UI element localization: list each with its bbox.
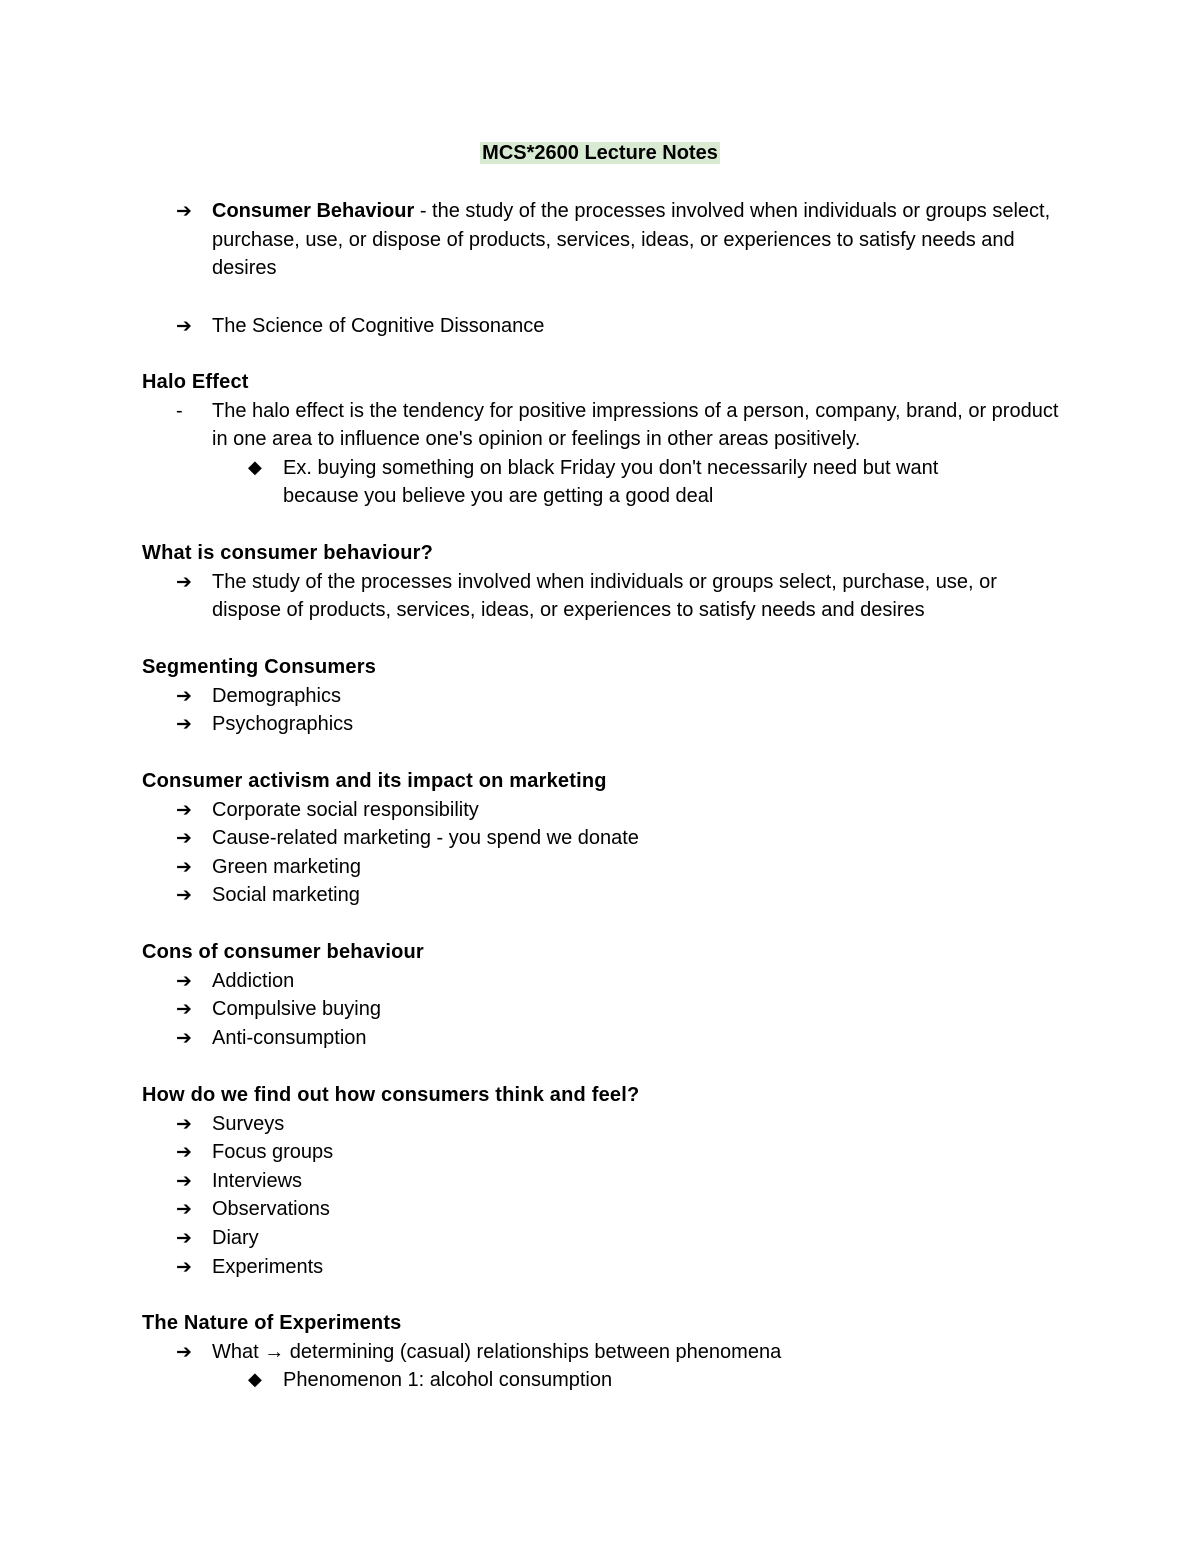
list-item-phenomenon-1: ◆ Phenomenon 1: alcohol consumption — [0, 1366, 1003, 1395]
arrow-bullet-icon: ➔ — [176, 713, 192, 736]
list-item: ➔ Compulsive buying — [0, 995, 1062, 1024]
arrow-bullet-icon: ➔ — [176, 1141, 192, 1164]
list-item: ➔ Focus groups — [0, 1138, 1062, 1167]
list-item-halo-text: - The halo effect is the tendency for positive impressions of a person, company, brand, or product in one area to influence one's opinion or feelings in other areas positively. — [0, 397, 1062, 454]
term-consumer-behaviour: Consumer Behaviour — [212, 200, 415, 222]
list-item-what: ➔ What → determining (casual) relationships between phenomena — [0, 1338, 1062, 1367]
arrow-bullet-icon: ➔ — [176, 855, 192, 878]
section-heading: What is consumer behaviour? — [142, 542, 434, 564]
what-is-section — [0, 539, 1200, 625]
arrow-bullet-icon: ➔ — [176, 998, 192, 1021]
list-item-what-is: ➔ The study of the processes involved when individuals or groups select, purchase, use, or dispose of products, services, ideas, or experiences to satisfy needs and desires — [0, 568, 1062, 625]
arrow-bullet-icon: ➔ — [176, 315, 192, 337]
list-item: ➔ Addiction — [0, 967, 1062, 996]
list-item-halo-example: ◆ Ex. buying something on black Friday you don't necessarily need but want because you believe you are getting a good deal — [0, 454, 1003, 511]
list-item: ➔ Social marketing — [0, 881, 1062, 910]
list-item: ➔ Corporate social responsibility — [0, 796, 1062, 825]
arrow-bullet-icon: ➔ — [176, 570, 192, 593]
arrow-bullet-icon: ➔ — [176, 1226, 192, 1249]
diamond-bullet-icon: ◆ — [248, 456, 262, 478]
list-item: ➔ Cause-related marketing - you spend we donate — [0, 824, 1062, 853]
dash-bullet: - — [176, 399, 183, 422]
list-item: ➔ Psychographics — [0, 710, 1062, 739]
document-title — [0, 139, 1200, 167]
list-item: ➔ Demographics — [0, 682, 1062, 711]
section-heading: Segmenting Consumers — [142, 656, 377, 678]
list-item: ➔ Surveys — [0, 1110, 1062, 1139]
arrow-bullet-icon: ➔ — [176, 1255, 192, 1278]
list-item: ➔ Interviews — [0, 1167, 1062, 1196]
arrow-bullet-icon: ➔ — [176, 969, 192, 992]
arrow-bullet-icon: ➔ — [176, 884, 192, 907]
intro-section — [0, 197, 1200, 283]
halo-effect-section — [0, 368, 1200, 511]
section-heading: The Nature of Experiments — [142, 1312, 402, 1334]
document-title-text: MCS*2600 Lecture Notes — [482, 142, 718, 164]
list-item: ➔ Diary — [0, 1224, 1062, 1253]
arrow-bullet-icon: ➔ — [176, 798, 192, 821]
research-section — [0, 1081, 1200, 1281]
definition-consumer-behaviour: - the study of the processes involved when individuals or groups select, purchase, use, or dispose of products, services, ideas, or experiences to satisfy needs and desires — [212, 200, 1051, 280]
list-item-cognitive-dissonance: ➔ The Science of Cognitive Dissonance — [0, 312, 1062, 341]
arrow-bullet-icon: ➔ — [176, 1026, 192, 1049]
experiments-section — [0, 1309, 1200, 1395]
arrow-bullet-icon: ➔ — [176, 684, 192, 707]
arrow-bullet-icon: ➔ — [176, 200, 192, 222]
section-heading: How do we find out how consumers think and feel? — [142, 1084, 640, 1106]
list-item-consumer-behaviour — [0, 197, 1062, 283]
arrow-bullet-icon: ➔ — [176, 827, 192, 850]
cons-section — [0, 938, 1200, 1052]
activism-section — [0, 767, 1200, 910]
intro-section-2 — [0, 312, 1200, 341]
arrow-bullet-icon: ➔ — [176, 1112, 192, 1135]
list-item: ➔ Observations — [0, 1195, 1062, 1224]
section-heading: Halo Effect — [142, 371, 249, 393]
arrow-bullet-icon: ➔ — [176, 1198, 192, 1221]
segmenting-section — [0, 653, 1200, 739]
diamond-bullet-icon: ◆ — [248, 1369, 262, 1391]
list-item: ➔ Anti-consumption — [0, 1024, 1062, 1053]
arrow-bullet-icon: ➔ — [176, 1169, 192, 1192]
arrow-bullet-icon: ➔ — [176, 1340, 192, 1363]
section-heading: Consumer activism and its impact on marketing — [142, 770, 607, 792]
list-item: ➔ Green marketing — [0, 853, 1062, 882]
list-item: ➔ Experiments — [0, 1253, 1062, 1282]
section-heading: Cons of consumer behaviour — [142, 941, 424, 963]
